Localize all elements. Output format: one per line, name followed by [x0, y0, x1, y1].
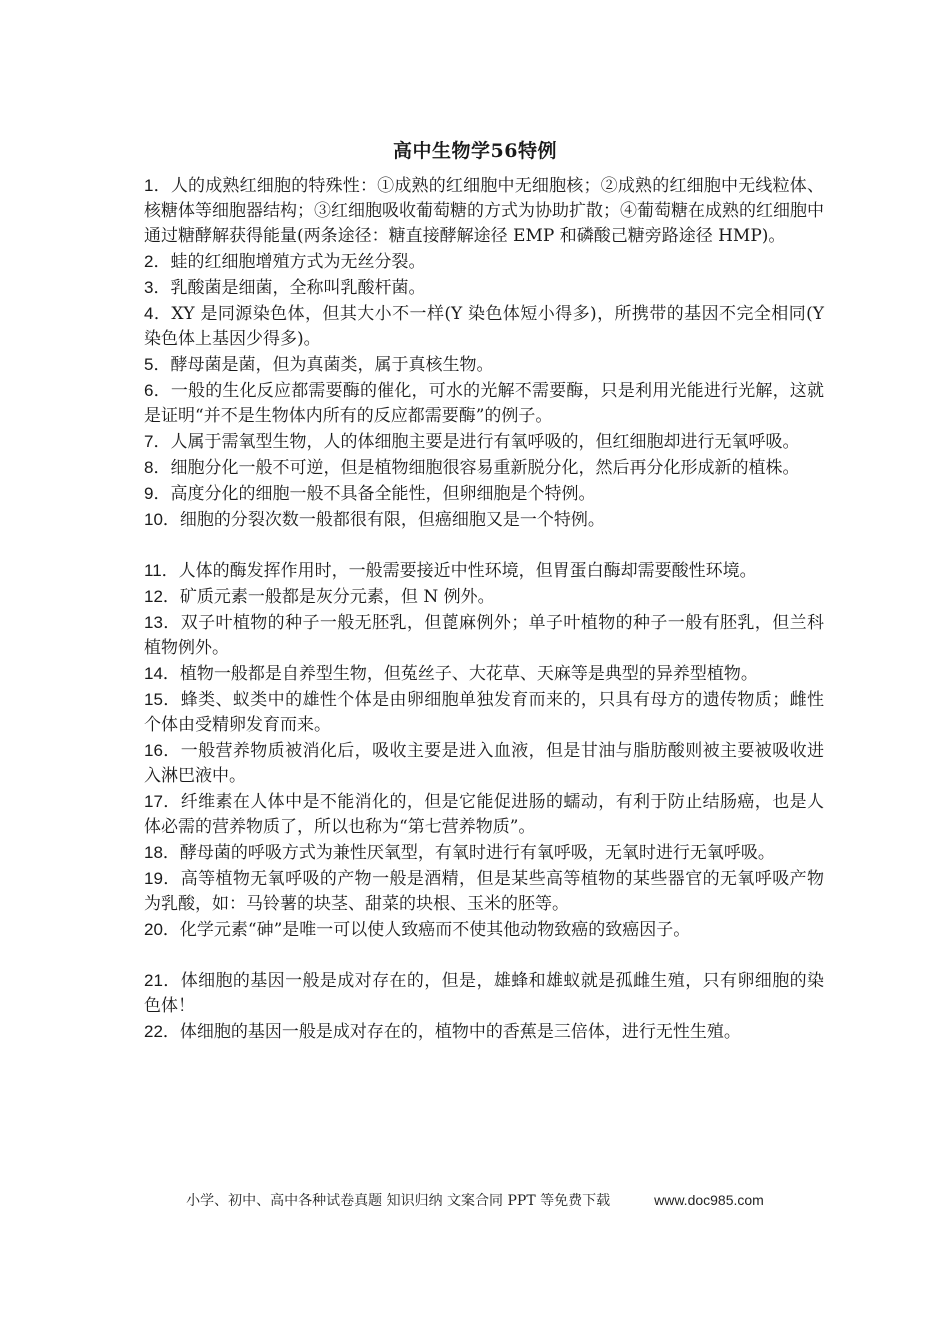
item-text: 植物一般都是自养型生物，但菟丝子、大花草、天麻等是典型的异养型植物。: [179, 664, 758, 684]
list-item: [144, 481, 824, 507]
list-item: [144, 352, 824, 378]
item-number: 5．: [144, 355, 171, 374]
item-text: 化学元素“砷”是唯一可以使人致癌而不使其他动物致癌的致癌因子。: [179, 920, 691, 940]
item-number: 9．: [144, 484, 171, 503]
item-text: 人属于需氧型生物，人的体细胞主要是进行有氧呼吸的，但红细胞却进行无氧呼吸。: [170, 432, 800, 452]
item-text: 细胞分化一般不可逆，但是植物细胞很容易重新脱分化，然后再分化形成新的植株。: [170, 458, 800, 478]
item-number: 10．: [144, 510, 180, 529]
list-item: [144, 661, 824, 687]
item-text: 人体的酶发挥作用时，一般需要接近中性环境，但胃蛋白酶却需要酸性环境。: [178, 561, 757, 581]
item-number: 14．: [144, 664, 180, 683]
item-text: 一般营养物质被消化后，吸收主要是进入血液，但是甘油与脂肪酸则被主要被吸收进入淋巴液中。: [144, 741, 824, 786]
item-text: 细胞的分裂次数一般都很有限，但癌细胞又是一个特例。: [179, 510, 605, 530]
list-item: [144, 507, 824, 533]
list-item: [144, 866, 824, 917]
document-body: [144, 173, 824, 1045]
item-number: 1．: [144, 176, 171, 195]
item-text: 蜂类、蚁类中的雄性个体是由卵细胞单独发育而来的，只具有母方的遗传物质；雌性个体由受精卵发育而来。: [144, 690, 824, 735]
page-footer: [0, 1190, 950, 1210]
footer-text: 小学、初中、高中各种试卷真题 知识归纳 文案合同 PPT 等免费下载: [186, 1193, 611, 1209]
item-text: 体细胞的基因一般是成对存在的，但是，雄蜂和雄蚁就是孤雌生殖，只有卵细胞的染色体！: [144, 971, 824, 1016]
item-text: 体细胞的基因一般是成对存在的，植物中的香蕉是三倍体，进行无性生殖。: [179, 1022, 741, 1042]
item-number: 6．: [144, 381, 171, 400]
item-number: 11．: [144, 561, 179, 580]
item-number: 3．: [144, 278, 171, 297]
list-item: [144, 249, 824, 275]
list-item: [144, 917, 824, 943]
item-number: 8．: [144, 458, 171, 477]
item-number: 18．: [144, 843, 180, 862]
list-item: [144, 789, 824, 840]
item-text: 人的成熟红细胞的特殊性：①成熟的红细胞中无细胞核；②成熟的红细胞中无线粒体、核糖体等细胞器结构；③红细胞吸收葡萄糖的方式为协助扩散；④葡萄糖在成熟的红细胞中通过糖酵解获得能量(两条途径：糖直接酵解途径 EMP 和磷酸己糖旁路途径 HMP)。: [144, 176, 824, 246]
list-item: [144, 968, 824, 1019]
item-text: 双子叶植物的种子一般无胚乳，但蓖麻例外；单子叶植物的种子一般有胚乳，但兰科植物例外。: [144, 613, 824, 658]
list-item: [144, 455, 824, 481]
item-text: 矿质元素一般都是灰分元素，但 N 例外。: [179, 587, 495, 607]
list-item: [144, 558, 824, 584]
item-number: 7．: [144, 432, 171, 451]
item-text: 纤维素在人体中是不能消化的，但是它能促进肠的蠕动，有利于防止结肠癌，也是人体必需的营养物质了，所以也称为“第七营养物质”。: [144, 792, 824, 837]
item-number: 13．: [144, 613, 181, 632]
list-item: [144, 1019, 824, 1045]
item-text: 一般的生化反应都需要酶的催化，可水的光解不需要酶，只是利用光能进行光解，这就是证明“并不是生物体内所有的反应都需要酶”的例子。: [144, 381, 824, 426]
list-item: [144, 301, 824, 352]
item-text: 蛙的红细胞增殖方式为无丝分裂。: [170, 252, 426, 272]
list-item: [144, 173, 824, 249]
item-number: 12．: [144, 587, 180, 606]
footer-site-link[interactable]: www.doc985.com: [654, 1192, 764, 1208]
item-number: 4．: [144, 304, 172, 323]
list-item: [144, 275, 824, 301]
section-gap: [144, 533, 824, 558]
list-item: [144, 584, 824, 610]
list-item: [144, 610, 824, 661]
item-text: 酵母菌是菌，但为真菌类，属于真核生物。: [170, 355, 494, 375]
list-item: [144, 840, 824, 866]
item-number: 16．: [144, 741, 181, 760]
item-number: 21．: [144, 971, 181, 990]
section-gap: [144, 943, 824, 968]
item-number: 15．: [144, 690, 181, 709]
item-text: XY 是同源染色体，但其大小不一样(Y 染色体短小得多)，所携带的基因不完全相同(Y 染色体上基因少得多)。: [144, 304, 824, 349]
document-title: 高中生物学56特例: [393, 140, 557, 162]
item-number: 20．: [144, 920, 180, 939]
list-item: [144, 429, 824, 455]
item-number: 17．: [144, 792, 181, 811]
item-number: 2．: [144, 252, 171, 271]
item-number: 19．: [144, 869, 181, 888]
item-text: 高度分化的细胞一般不具备全能性，但卵细胞是个特例。: [170, 484, 596, 504]
item-text: 高等植物无氧呼吸的产物一般是酒精，但是某些高等植物的某些器官的无氧呼吸产物为乳酸，如：马铃薯的块茎、甜菜的块根、玉米的胚等。: [144, 869, 824, 914]
list-item: [144, 378, 824, 429]
item-text: 酵母菌的呼吸方式为兼性厌氧型，有氧时进行有氧呼吸，无氧时进行无氧呼吸。: [179, 843, 775, 863]
item-number: 22．: [144, 1022, 180, 1041]
item-text: 乳酸菌是细菌，全称叫乳酸杆菌。: [170, 278, 426, 298]
list-item: [144, 738, 824, 789]
list-item: [144, 687, 824, 738]
